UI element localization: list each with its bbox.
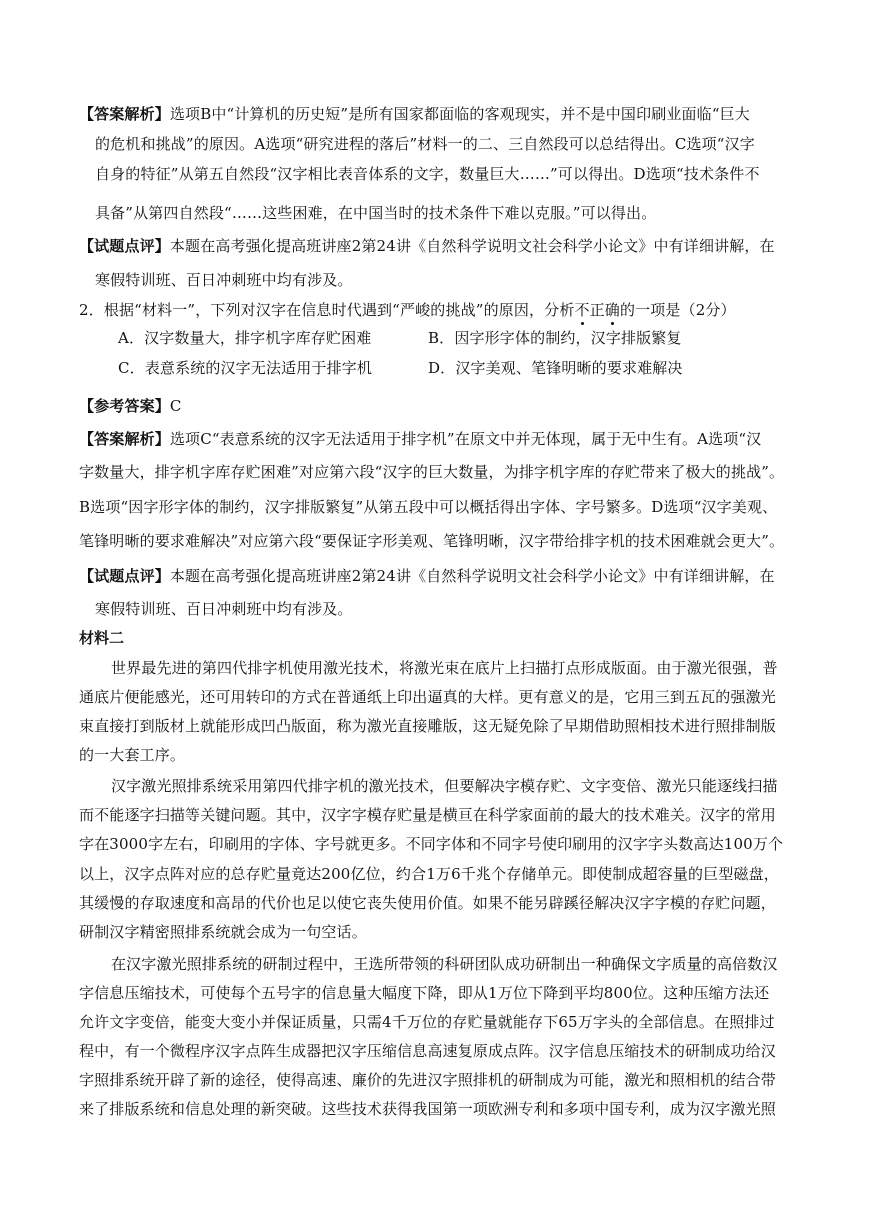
material2-p2-line-3: 字在3000字左右，印刷用的字体、字号就更多。不同字体和不同字号使印刷用的汉字字头数高达100万个 (79, 835, 784, 853)
q2-explain-tag: 【答案解析】 (79, 430, 170, 448)
material2-p3-line-3: 允许文字变倍，能变大变小并保证质量，只需4千万位的存贮量就能存下65万字头的全部信息。在照排过 (79, 1013, 775, 1031)
q2-explain-line-4: 笔锋明晰的要求难解决”对应第六段“要保证字形美观、笔锋明晰，汉字带给排字机的技术困难就会更大”。 (79, 532, 785, 550)
q2-comment-line-2: 寒假特训班、百日冲刺班中均有涉及。 (95, 600, 353, 618)
material2-heading: 材料二 (79, 629, 125, 647)
material2-p3-line-1: 在汉字激光照排系统的研制过程中，王选所带领的科研团队成功研制出一种确保文字质量的高倍数汉 (111, 955, 778, 973)
q2-option-c: C．表意系统的汉字无法适用于排字机 (118, 359, 373, 377)
q2-answer-value: C (169, 397, 182, 415)
q2-stem (79, 300, 736, 322)
q1-comment-line-2: 寒假特训班、百日冲刺班中均有涉及。 (95, 271, 353, 289)
q2-explain-line-2: 字数量大，排字机字库存贮困难”对应第六段“汉字的巨大数量，为排字机字库的存贮带来了极大的挑战”。 (79, 463, 785, 481)
q2-explain-line-1 (79, 429, 761, 451)
q2-stem-emphasis-2: 确 (604, 301, 620, 319)
q2-stem-emphasis-1: 不 (574, 301, 590, 319)
q2-stem-before: 2．根据“材料一”，下列对汉字在信息时代遇到“严峻的挑战”的原因，分析 (79, 301, 575, 319)
material2-p1-line-2: 通底片便能感光，还可用转印的方式在普通纸上印出逼真的大样。更有意义的是，它用三到五瓦的强激光 (79, 688, 776, 706)
material2-p1-line-4: 的一大套工序。 (79, 746, 186, 764)
q2-stem-mid: 正 (589, 301, 605, 319)
q1-explain-line-2: 的危机和挑战”的原因。A选项“研究进程的落后”材料一的二、三自然段可以总结得出。C选项“汉字 (95, 135, 755, 153)
q2-comment-text: 本题在高考强化提高班讲座2第24讲《自然科学说明文社会科学小论文》中有详细讲解，在 (169, 567, 775, 585)
q2-answer-tag: 【参考答案】 (79, 397, 170, 415)
q2-option-d: D．汉字美观、笔锋明晰的要求难解决 (428, 359, 683, 377)
material2-p1-line-3: 束直接打到版材上就能形成凹凸版面，称为激光直接雕版，这无疑免除了早期借助照相技术进行照排制版 (79, 717, 776, 735)
q2-stem-after: 的一项是（2分） (619, 301, 736, 319)
q2-explain-text: 选项C“表意系统的汉字无法适用于排字机”在原文中并无体现，属于无中生有。A选项“汉 (169, 430, 762, 448)
material2-p2-line-1: 汉字激光照排系统采用第四代排字机的激光技术，但要解决字模存贮、文字变倍、激光只能逐线扫描 (111, 777, 778, 795)
q1-comment-line-1 (79, 236, 775, 258)
q1-explain-line-4: 具备”从第四自然段“……这些困难，在中国当时的技术条件下难以克服。”可以得出。 (95, 204, 657, 222)
material2-p2-line-5: 其缓慢的存取速度和高昂的代价也足以使它丧失使用价值。如果不能另辟蹊径解决汉字字模的存贮问题， (79, 894, 776, 912)
material2-p2-line-2: 而不能逐字扫描等关键问题。其中，汉字字模存贮量是横亘在科学家面前的最大的技术难关。汉字的常用 (79, 806, 776, 824)
material2-p3-line-5: 字照排系统开辟了新的途径，使得高速、廉价的先进汉字照排机的研制成为可能，激光和照相机的结合带 (79, 1071, 776, 1089)
material2-p2-line-6: 研制汉字精密照排系统就会成为一句空话。 (79, 923, 367, 941)
q1-explain-line-3: 自身的特征”从第五自然段“汉字相比表音体系的文字，数量巨大……”可以得出。D选项“技术条件不 (95, 165, 760, 183)
q2-comment-line-1 (79, 566, 775, 588)
q1-comment-text: 本题在高考强化提高班讲座2第24讲《自然科学说明文社会科学小论文》中有详细讲解，在 (169, 237, 775, 255)
q2-option-a: A．汉字数量大，排字机字库存贮困难 (118, 329, 372, 347)
q1-explain-tag: 【答案解析】 (79, 105, 170, 123)
material2-p3-line-2: 字信息压缩技术，可使每个五号字的信息量大幅度下降，即从1万位下降到平均800位。这种压缩方法还 (79, 984, 770, 1002)
material2-p3-line-6: 来了排版系统和信息处理的新突破。这些技术获得我国第一项欧洲专利和多项中国专利，成为汉字激光照 (79, 1100, 776, 1118)
material2-p1-line-1: 世界最先进的第四代排字机使用激光技术，将激光束在底片上扫描打点形成版面。由于激光很强，普 (111, 659, 778, 677)
q2-answer (79, 396, 182, 418)
material2-p3-line-4: 程中，有一个微程序汉字点阵生成器把汉字压缩信息高速复原成点阵。汉字信息压缩技术的研制成功给汉 (79, 1042, 776, 1060)
q1-comment-tag: 【试题点评】 (79, 237, 170, 255)
q2-comment-tag: 【试题点评】 (79, 567, 170, 585)
q1-explain-text: 选项B中“计算机的历史短”是所有国家都面临的客观现实，并不是中国印刷业面临“巨大 (169, 105, 750, 123)
q2-option-b: B．因字形字体的制约，汉字排版繁复 (428, 329, 682, 347)
material2-p2-line-4: 以上，汉字点阵对应的总存贮量竟达200亿位，约合1万6千兆个存储单元。即使制成超容量的巨型磁盘， (79, 865, 779, 883)
q2-explain-line-3: B选项“因字形字体的制约，汉字排版繁复”从第五段中可以概括得出字体、字号繁多。D选项“汉字美观、 (79, 498, 778, 516)
q1-explain-line-1 (79, 104, 750, 126)
